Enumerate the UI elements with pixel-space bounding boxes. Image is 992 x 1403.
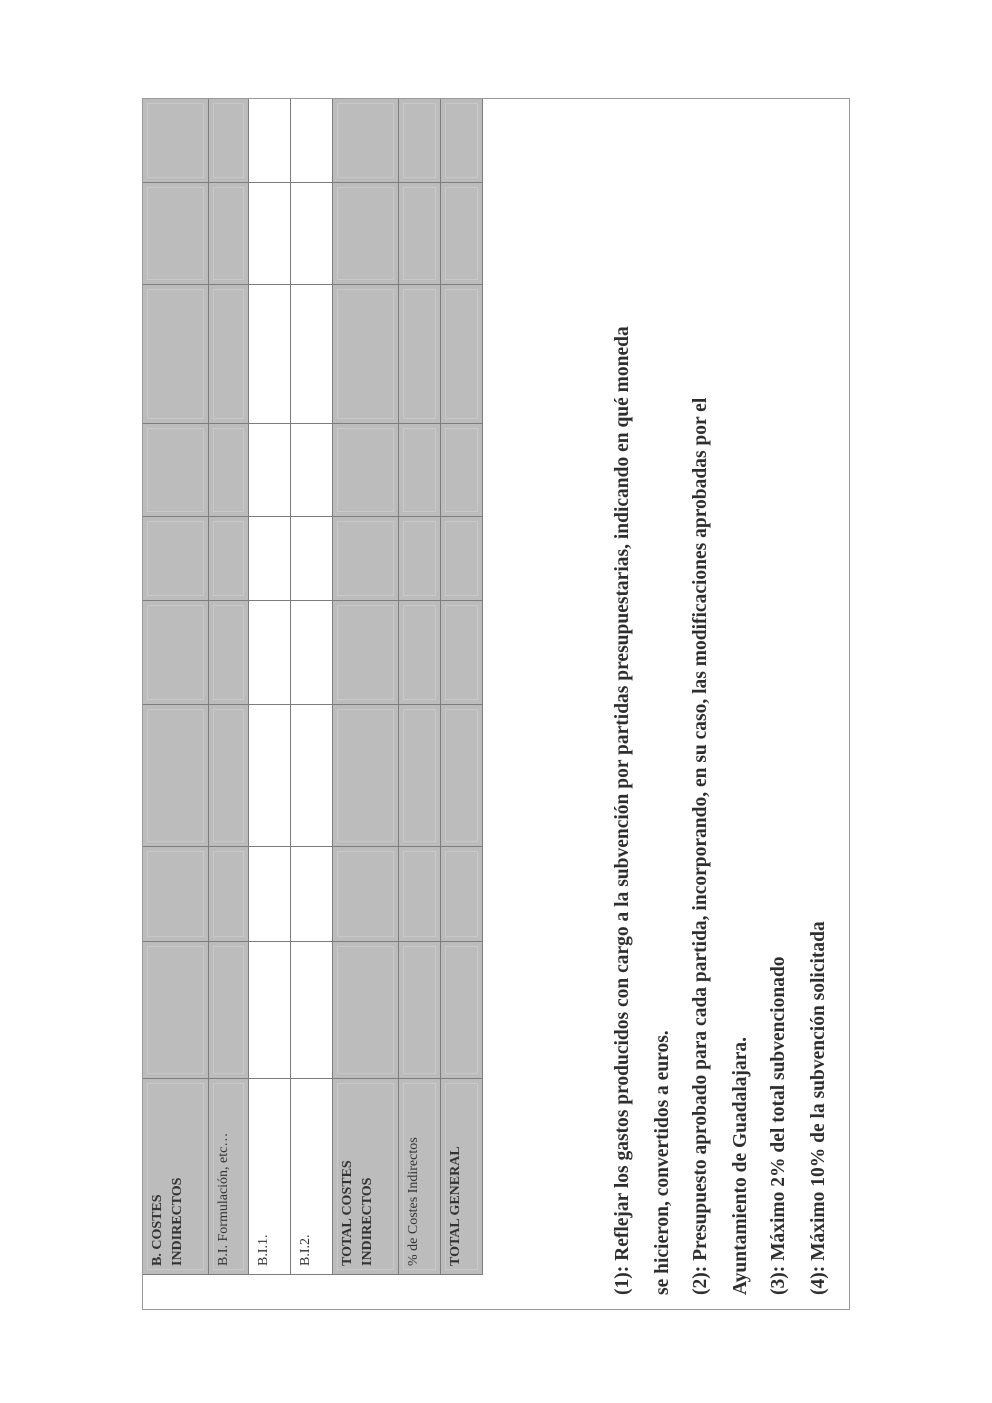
cell-inner-border bbox=[147, 521, 204, 596]
row-label: B.I. Formulación, etc… bbox=[216, 1132, 231, 1266]
note-2-line-2: Ayuntamiento de Guadalajara. bbox=[730, 1036, 751, 1295]
row-label: TOTAL COSTES bbox=[340, 1160, 355, 1266]
cell-inner-border bbox=[403, 103, 436, 178]
cell-inner-border bbox=[445, 521, 478, 596]
row-label-cell bbox=[209, 1079, 248, 1275]
value-cell bbox=[333, 285, 398, 424]
value-cell bbox=[441, 847, 482, 942]
table-row bbox=[399, 99, 441, 1275]
value-cell bbox=[291, 99, 332, 183]
value-cell bbox=[441, 99, 482, 183]
cell-inner-border bbox=[147, 289, 204, 419]
value-cell bbox=[143, 847, 208, 942]
cell-inner-border bbox=[147, 946, 204, 1074]
value-cell bbox=[441, 183, 482, 285]
cell-inner-border bbox=[403, 851, 436, 937]
cell-inner-border bbox=[403, 709, 436, 842]
cell-inner-border bbox=[403, 187, 436, 280]
value-cell bbox=[143, 424, 208, 517]
cell-inner-border bbox=[213, 289, 244, 419]
cell-inner-border bbox=[403, 289, 436, 419]
value-cell bbox=[143, 601, 208, 705]
value-cell bbox=[291, 705, 332, 847]
value-cell bbox=[333, 601, 398, 705]
value-cell bbox=[399, 847, 440, 942]
cell-inner-border bbox=[213, 103, 244, 178]
value-cell bbox=[143, 705, 208, 847]
table-row bbox=[143, 99, 209, 1275]
cell-inner-border bbox=[147, 709, 204, 842]
cell-inner-border bbox=[337, 605, 394, 700]
value-cell bbox=[291, 942, 332, 1079]
value-cell bbox=[291, 517, 332, 601]
value-cell bbox=[399, 424, 440, 517]
value-cell bbox=[249, 183, 290, 285]
cell-inner-border bbox=[213, 428, 244, 512]
row-label: B.I.1. bbox=[256, 1234, 271, 1266]
value-cell bbox=[333, 99, 398, 183]
row-label: % de Costes Indirectos bbox=[406, 1137, 421, 1266]
note-1-line-1: (1): Reflejar los gastos producidos con cargo a la subvención por partidas presupuestarias, indicando en qué moneda bbox=[612, 326, 633, 1295]
value-cell bbox=[291, 847, 332, 942]
value-cell bbox=[333, 847, 398, 942]
cell-inner-border bbox=[213, 187, 244, 280]
value-cell bbox=[291, 424, 332, 517]
value-cell bbox=[209, 942, 248, 1079]
row-label-cell bbox=[143, 1079, 208, 1275]
cell-inner-border bbox=[445, 103, 478, 178]
cell-inner-border bbox=[213, 521, 244, 596]
value-cell bbox=[249, 847, 290, 942]
value-cell bbox=[209, 847, 248, 942]
value-cell bbox=[441, 705, 482, 847]
value-cell bbox=[143, 183, 208, 285]
cell-inner-border bbox=[403, 946, 436, 1074]
row-label: B.I.2. bbox=[298, 1234, 313, 1266]
value-cell bbox=[399, 517, 440, 601]
value-cell bbox=[209, 285, 248, 424]
value-cell bbox=[399, 705, 440, 847]
row-label-cell bbox=[399, 1079, 440, 1275]
value-cell bbox=[333, 942, 398, 1079]
cell-inner-border bbox=[403, 521, 436, 596]
value-cell bbox=[209, 601, 248, 705]
cell-inner-border bbox=[337, 709, 394, 842]
value-cell bbox=[249, 517, 290, 601]
row-label-cell bbox=[291, 1079, 332, 1275]
value-cell bbox=[291, 183, 332, 285]
cell-inner-border bbox=[445, 289, 478, 419]
value-cell bbox=[333, 183, 398, 285]
value-cell bbox=[143, 942, 208, 1079]
cell-inner-border bbox=[213, 605, 244, 700]
cell-inner-border bbox=[445, 428, 478, 512]
row-label-cell bbox=[333, 1079, 398, 1275]
row-label: B. COSTES bbox=[150, 1194, 165, 1266]
cell-inner-border bbox=[337, 946, 394, 1074]
value-cell bbox=[249, 99, 290, 183]
cell-inner-border bbox=[445, 605, 478, 700]
cell-inner-border bbox=[445, 851, 478, 937]
cell-inner-border bbox=[445, 187, 478, 280]
value-cell bbox=[209, 705, 248, 847]
value-cell bbox=[249, 285, 290, 424]
value-cell bbox=[441, 601, 482, 705]
note-3: (3): Máximo 2% del total subvencionado bbox=[768, 956, 789, 1295]
note-2-line-1: (2): Presupuesto aprobado para cada partida, incorporando, en su caso, las modificaciones aprobadas por el bbox=[690, 397, 711, 1295]
value-cell bbox=[249, 942, 290, 1079]
cell-inner-border bbox=[445, 946, 478, 1074]
cell-inner-border bbox=[337, 521, 394, 596]
value-cell bbox=[441, 517, 482, 601]
value-cell bbox=[249, 601, 290, 705]
row-label: INDIRECTOS bbox=[170, 1177, 185, 1266]
value-cell bbox=[441, 285, 482, 424]
value-cell bbox=[249, 705, 290, 847]
row-label: TOTAL GENERAL bbox=[448, 1146, 463, 1266]
table-row bbox=[441, 99, 483, 1275]
cell-inner-border bbox=[445, 709, 478, 842]
value-cell bbox=[333, 517, 398, 601]
cell-inner-border bbox=[337, 187, 394, 280]
cell-inner-border bbox=[147, 187, 204, 280]
table-row bbox=[249, 99, 291, 1275]
cell-inner-border bbox=[213, 851, 244, 937]
cell-inner-border bbox=[337, 289, 394, 419]
value-cell bbox=[291, 601, 332, 705]
value-cell bbox=[399, 183, 440, 285]
value-cell bbox=[399, 942, 440, 1079]
row-label-cell bbox=[441, 1079, 482, 1275]
value-cell bbox=[333, 424, 398, 517]
cell-inner-border bbox=[337, 103, 394, 178]
value-cell bbox=[333, 705, 398, 847]
value-cell bbox=[209, 517, 248, 601]
cell-inner-border bbox=[147, 103, 204, 178]
value-cell bbox=[399, 99, 440, 183]
table-row bbox=[333, 99, 399, 1275]
value-cell bbox=[209, 424, 248, 517]
value-cell bbox=[209, 183, 248, 285]
row-label-cell bbox=[249, 1079, 290, 1275]
value-cell bbox=[143, 285, 208, 424]
cell-inner-border bbox=[213, 709, 244, 842]
value-cell bbox=[441, 942, 482, 1079]
cell-inner-border bbox=[403, 605, 436, 700]
value-cell bbox=[143, 517, 208, 601]
row-label: INDIRECTOS bbox=[360, 1177, 375, 1266]
value-cell bbox=[249, 424, 290, 517]
cell-inner-border bbox=[337, 851, 394, 937]
table-row bbox=[209, 99, 249, 1275]
note-4: (4): Máximo 10% de la subvención solicitada bbox=[808, 921, 829, 1295]
value-cell bbox=[441, 424, 482, 517]
table-row bbox=[291, 99, 333, 1275]
cell-inner-border bbox=[147, 605, 204, 700]
cell-inner-border bbox=[213, 946, 244, 1074]
budget-frame bbox=[142, 98, 850, 1310]
value-cell bbox=[399, 285, 440, 424]
value-cell bbox=[399, 601, 440, 705]
cell-inner-border bbox=[403, 428, 436, 512]
value-cell bbox=[291, 285, 332, 424]
cell-inner-border bbox=[147, 851, 204, 937]
value-cell bbox=[143, 99, 208, 183]
cell-inner-border bbox=[337, 428, 394, 512]
value-cell bbox=[209, 99, 248, 183]
cell-inner-border bbox=[147, 428, 204, 512]
note-1-line-2: se hicieron, convertidos a euros. bbox=[652, 1030, 673, 1295]
